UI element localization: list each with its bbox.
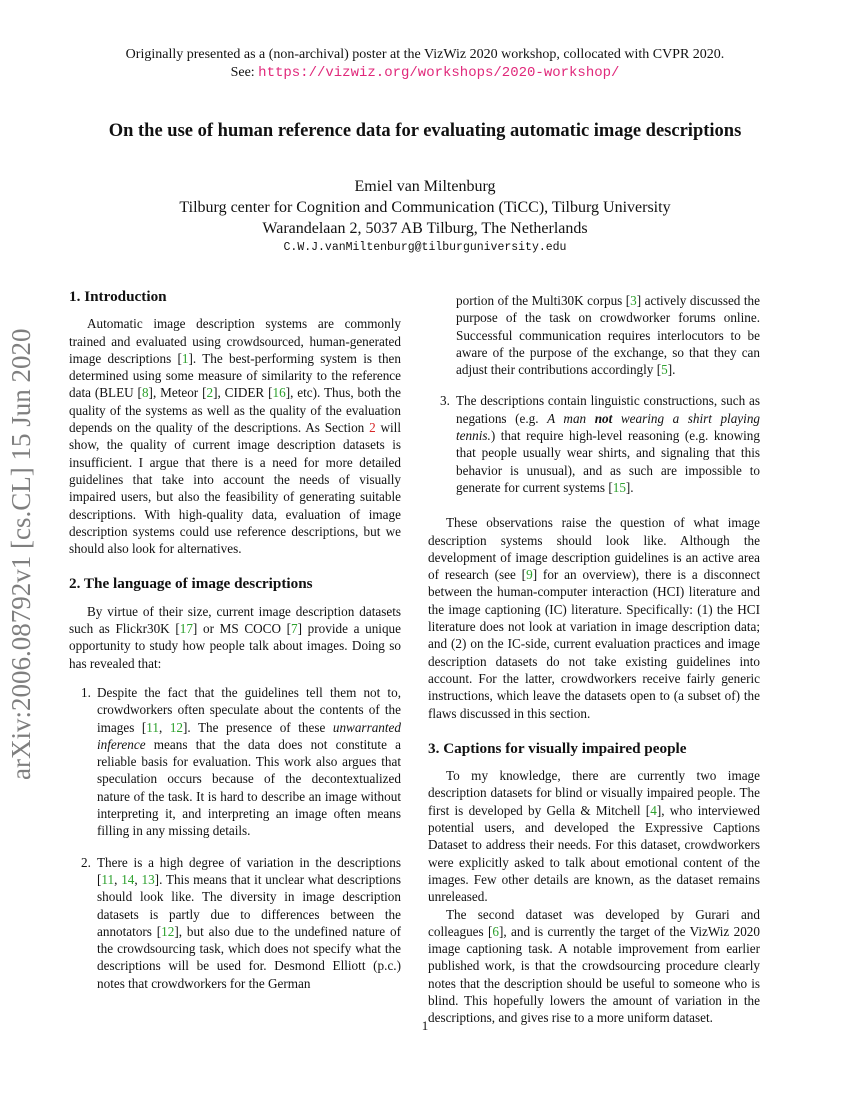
citation-link[interactable]: 12 — [161, 923, 175, 939]
author-name: Emiel van Miltenburg — [354, 178, 496, 195]
citation-link[interactable]: 6 — [492, 923, 499, 939]
list-number: 3. — [440, 393, 450, 409]
poster-notice — [0, 46, 850, 82]
citation-link[interactable]: 3 — [630, 293, 637, 308]
citation-link[interactable]: 11 — [101, 871, 115, 887]
citation-link[interactable]: 13 — [141, 871, 155, 887]
citation-link[interactable]: 14 — [121, 871, 135, 887]
citation-link[interactable]: 7 — [291, 621, 298, 637]
list-item: 2. There is a high degree of variation in the descriptions [11, 14, 13]. This means that it unclear what descriptions should look like. The diversity in image description datasets is partly due to differences between the annotators [12], but also due to the undefined nature of the crowdsourcing task, which does not specify what the descriptions will be used for. Desmond Elliott (p.c.) notes that crowdworkers for the German — [81, 854, 402, 991]
workshop-url-link[interactable]: https://vizwiz.org/workshops/2020-workshop/ — [258, 65, 620, 81]
see-label: See: — [230, 65, 255, 80]
citation-link[interactable]: 4 — [650, 802, 657, 818]
list-item-continuation: portion of the Multi30K corpus [3] actively discussed the purpose of the task on crowdworker forums online. Successful communication requires interlocutors to be aware of the purpose of the exchange, so that they can adjust their contributions accordingly [5]. — [456, 293, 760, 378]
list-item: 1. Despite the fact that the guidelines tell them not to, crowdworkers often speculate about the contents of the images [11, 12]. The presence of these unwarranted inference means that the data does not constitute a reliable basis for evaluation. This work also argues that speculation occurs because of the decontextualized nature of the task. It is hard to describe an image without interpreting it, and interpreting an image often means filling in any missing details. — [81, 684, 401, 839]
section-heading-captions: 3. Captions for visually impaired people — [428, 739, 687, 757]
arxiv-stamp: arXiv:2006.08792v1 [cs.CL] 15 Jun 2020 — [6, 328, 36, 780]
citation-link[interactable]: 11 — [146, 719, 159, 735]
section-ref-link[interactable]: 2 — [369, 420, 376, 436]
author-address: Warandelaan 2, 5037 AB Tilburg, The Netherlands — [262, 220, 588, 237]
discussion-paragraph: These observations raise the question of what image description systems should look like. Although the development of image description guidelines is an active area of research (see [9] for an overview), there is a disconnect between the human-computer interaction (HCI) literature and the image captioning (IC) literature. Specifically: (1) the HCI literature does not look at variation in image description data; and (2) on the IC-side, current evaluation practices and image description datasets do not take existing guidelines into account. For the latter, crowdworkers receive fairly generic instructions, which leave the datasets open to (a subset of) the flaws discussed in this section. — [428, 515, 761, 721]
page-number: 1 — [421, 1018, 429, 1033]
section-heading-language: 2. The language of image descriptions — [69, 575, 313, 593]
citation-link[interactable]: 2 — [206, 385, 214, 401]
citation-link[interactable]: 16 — [272, 385, 286, 401]
notice-line-1: Originally presented as a (non-archival) poster at the VizWiz 2020 workshop, collocated with CVPR 2020. — [125, 47, 725, 62]
left-column — [69, 288, 401, 1006]
observation-list — [69, 684, 401, 992]
citation-link[interactable]: 15 — [612, 479, 626, 495]
author-block — [0, 176, 850, 257]
introduction-paragraph: Automatic image description systems are commonly trained and evaluated using crowdsourced, human-generated image descriptions [1]. The best-performing system is then determined using some measure of similarity to the reference data (BLEU [8], Meteor [2], CIDER [16], etc). Thus, both the quality of the systems as well as the quality of the evaluation depends on the quality of the descriptions. As Section 2 will show, the quality of current image description datasets is insufficient. I argue that there is a need for more detailed guidelines that take into account the needs of visually impaired users, but also the feasibility of generating suitable descriptions. With high-quality data, evaluation of image description systems could use reference descriptions, but we should also look for alternatives. — [69, 316, 402, 557]
notice-line-2 — [0, 64, 850, 82]
paper-title: On the use of human reference data for evaluating automatic image descriptions — [108, 121, 742, 141]
citation-link[interactable]: 1 — [181, 350, 189, 366]
citation-link[interactable]: 8 — [141, 385, 149, 401]
observation-list-continued — [428, 392, 760, 496]
captions-paragraph-1: To my knowledge, there are currently two image description datasets for blind or visually impaired people. The first is developed by Gella & Mitchell [4], who interviewed potential users, and developed the Expressive Captions Dataset to address their needs. For this dataset, crowdworkers were explicitly asked to talk about emotional content of the images. Few other details are known, as the dataset remains unreleased. — [428, 768, 761, 905]
author-affiliation: Tilburg center for Cognition and Communication (TiCC), Tilburg University — [179, 199, 671, 216]
author-email: C.W.J.vanMiltenburg@tilburguniversity.edu — [283, 241, 567, 254]
section-heading-introduction: 1. Introduction — [69, 288, 167, 305]
list-number: 1. — [81, 684, 91, 700]
citation-link[interactable]: 9 — [526, 567, 533, 583]
captions-paragraph-2: The second dataset was developed by Gurari and colleagues [6], and is currently the target of the VizWiz 2020 image captioning task. A notable improvement from earlier published work, is that the crowdsourcing procedure clearly notes that the description should be useful to someone who is blind. This hopefully lowers the amount of variation in the descriptions, and gives rise to a more uniform dataset. — [428, 906, 760, 1026]
list-item: 3. The descriptions contain linguistic constructions, such as negations (e.g. A man not wearing a shirt playing tennis.) that require high-level reasoning (e.g. knowing that people usually wear shirts, and signaling that this behavior is unusual), and as such are impossible to generate for current systems [15]. — [440, 393, 761, 495]
right-column — [428, 292, 760, 1027]
list-number: 2. — [81, 854, 91, 870]
citation-link[interactable]: 17 — [179, 621, 193, 637]
citation-link[interactable]: 12 — [169, 719, 184, 735]
citation-link[interactable]: 5 — [661, 362, 668, 378]
language-paragraph: By virtue of their size, current image description datasets such as Flickr30K [17] or MS COCO [7] provide a unique opportunity to study how people talk about images. Doing so has revealed that: — [69, 603, 401, 671]
